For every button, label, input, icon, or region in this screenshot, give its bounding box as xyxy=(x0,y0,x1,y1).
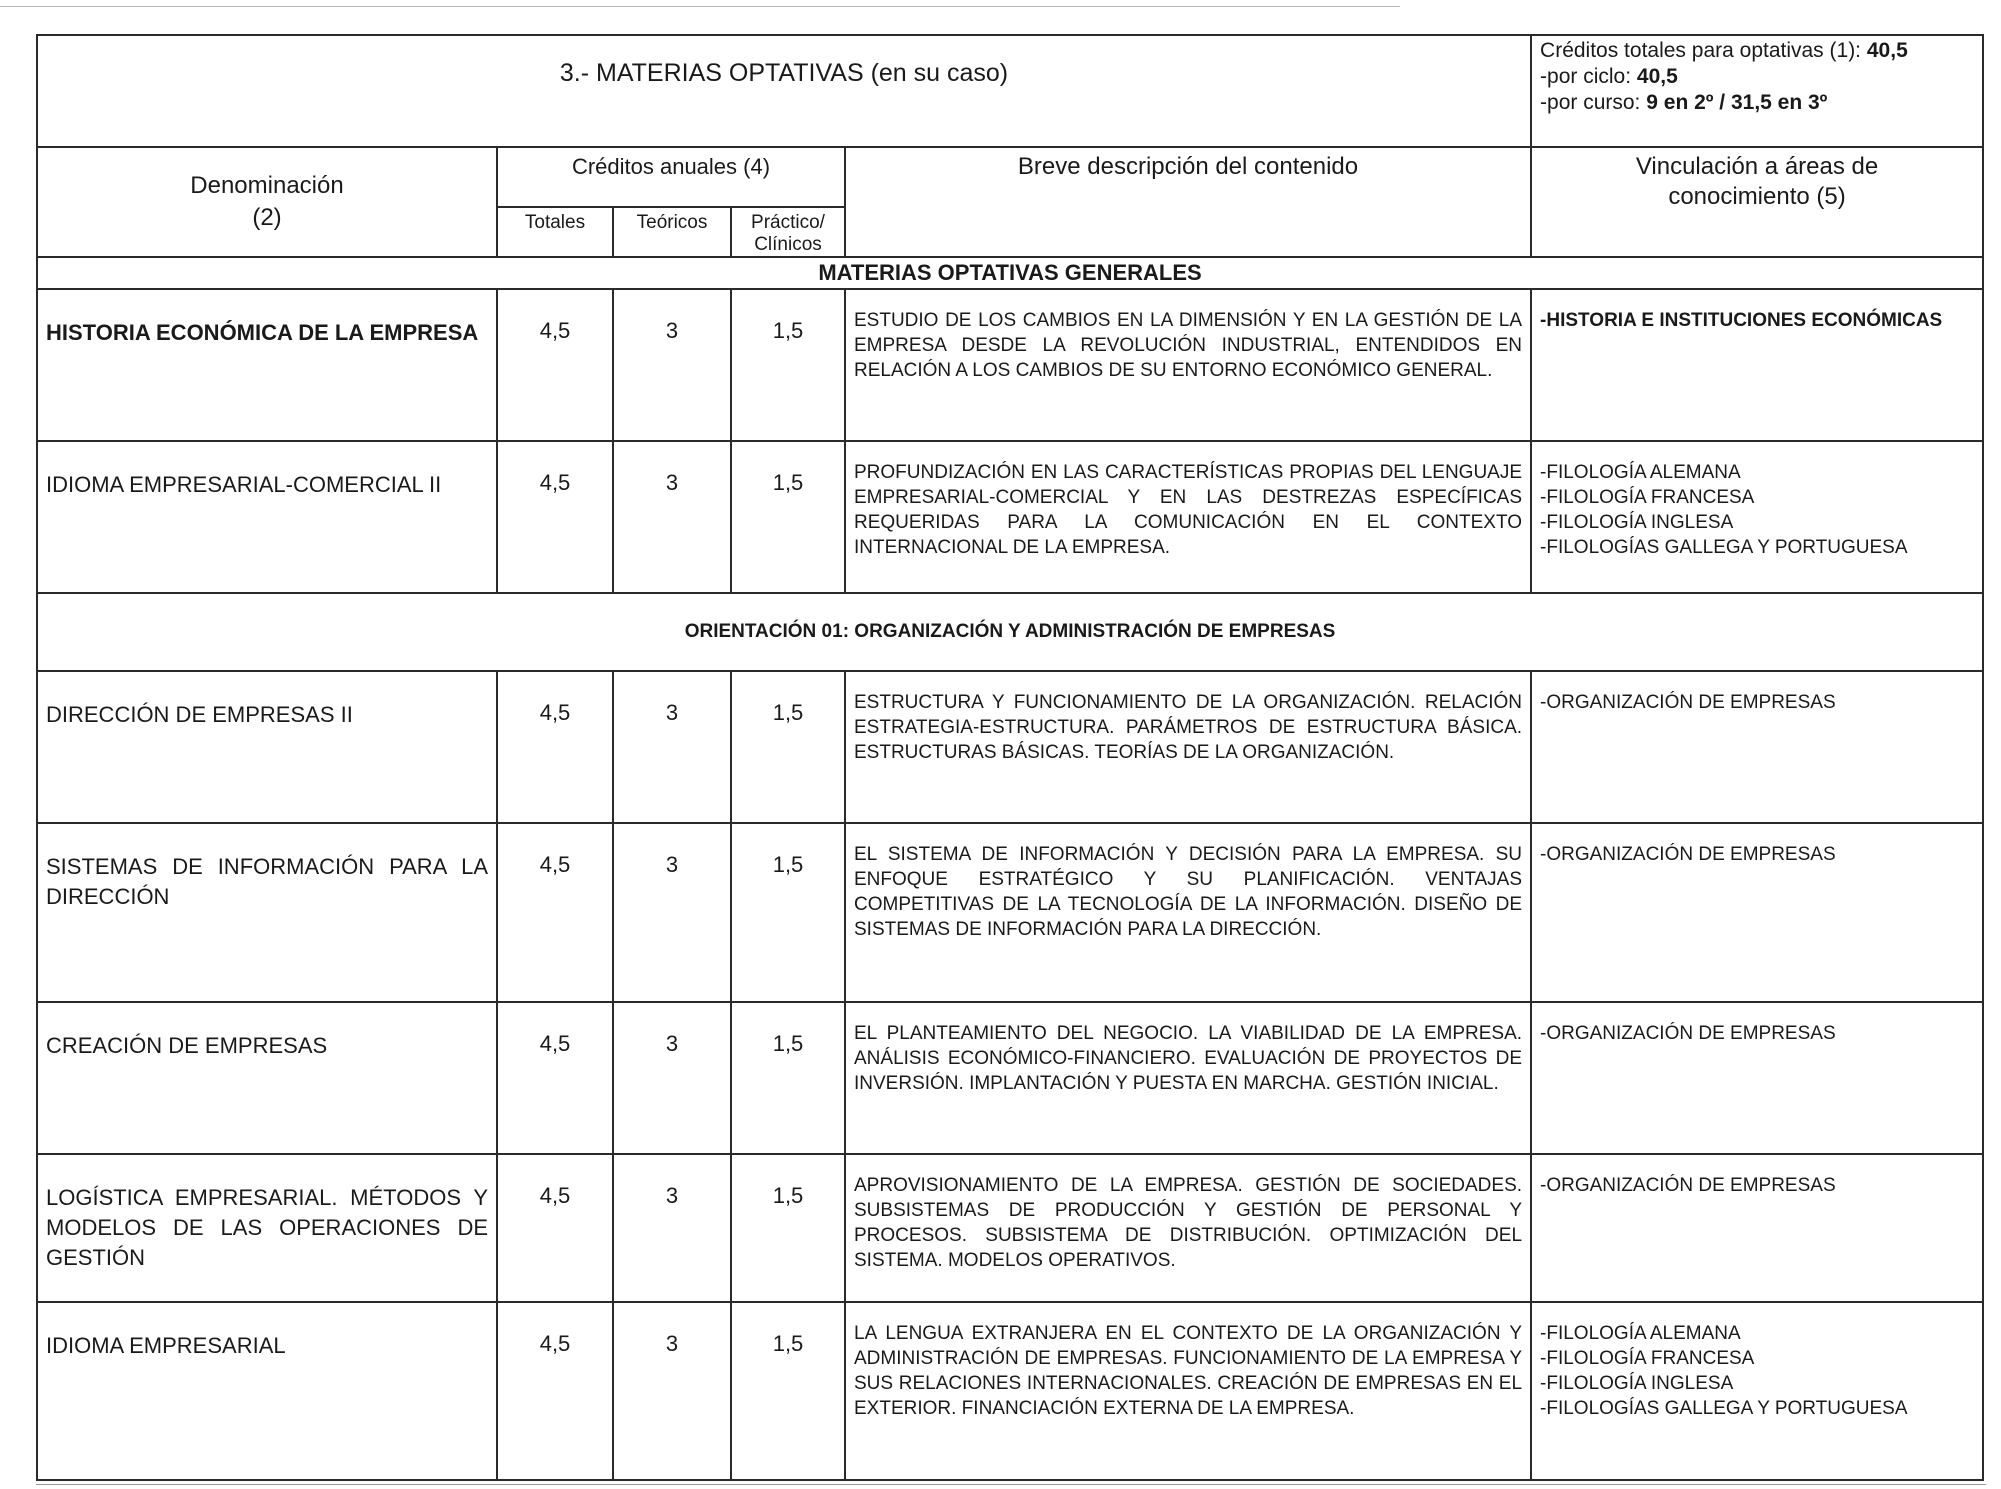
table-row xyxy=(37,1302,1983,1480)
header-row xyxy=(37,35,1983,147)
credits-teoricos: 3 xyxy=(613,1302,731,1480)
col-practicos: Práctico/ Clínicos xyxy=(731,207,845,257)
col-teoricos: Teóricos xyxy=(613,207,731,257)
subject-name: IDIOMA EMPRESARIAL-COMERCIAL II xyxy=(37,441,497,593)
table-row xyxy=(37,441,1983,593)
knowledge-areas xyxy=(1531,1002,1983,1154)
area-item: -FILOLOGÍAS GALLEGA Y PORTUGUESA xyxy=(1540,537,1908,559)
col-vinculacion: Vinculación a áreas de conocimiento (5) xyxy=(1531,147,1983,257)
subject-description: APROVISIONAMIENTO DE LA EMPRESA. GESTIÓN DE SOCIEDADES. SUBSISTEMAS DE PRODUCCIÓN Y GESTIÓN DE PERSONAL Y PROCESOS. SUBSISTEMA DE DISTRIBUCIÓN. OPTIMIZACIÓN DEL SISTEMA. MODELOS OPERATIVOS. xyxy=(845,1154,1531,1302)
credits-teoricos: 3 xyxy=(613,823,731,1001)
subject-name: HISTORIA ECONÓMICA DE LA EMPRESA xyxy=(37,289,497,441)
table-row xyxy=(37,289,1983,441)
page-title: 3.- MATERIAS OPTATIVAS (en su caso) xyxy=(37,35,1531,147)
section-row xyxy=(37,257,1983,289)
top-rule xyxy=(0,6,1400,7)
col-descripcion: Breve descripción del contenido xyxy=(845,147,1531,257)
credits-totales: 4,5 xyxy=(497,671,613,823)
knowledge-areas xyxy=(1531,441,1983,593)
subject-name: SISTEMAS DE INFORMACIÓN PARA LA DIRECCIÓN xyxy=(37,823,497,1001)
table-row xyxy=(37,823,1983,1001)
subject-description: LA LENGUA EXTRANJERA EN EL CONTEXTO DE LA ORGANIZACIÓN Y ADMINISTRACIÓN DE EMPRESAS. FUNCIONAMIENTO DE LA EMPRESA Y SUS RELACIONES INTERNACIONALES. CREACIÓN DE EMPRESAS EN EL EXTERIOR. FINANCIACIÓN EXTERNA DE LA EMPRESA. xyxy=(845,1302,1531,1480)
section-orientacion-01: ORIENTACIÓN 01: ORGANIZACIÓN Y ADMINISTRACIÓN DE EMPRESAS xyxy=(37,593,1983,671)
subject-name: CREACIÓN DE EMPRESAS xyxy=(37,1002,497,1154)
section-generales: MATERIAS OPTATIVAS GENERALES xyxy=(37,257,1983,289)
credits-teoricos: 3 xyxy=(613,671,731,823)
subject-name: DIRECCIÓN DE EMPRESAS II xyxy=(37,671,497,823)
subject-name: LOGÍSTICA EMPRESARIAL. MÉTODOS Y MODELOS DE LAS OPERACIONES DE GESTIÓN xyxy=(37,1154,497,1302)
subject-description: EL PLANTEAMIENTO DEL NEGOCIO. LA VIABILIDAD DE LA EMPRESA. ANÁLISIS ECONÓMICO-FINANCIERO. EVALUACIÓN DE PROYECTOS DE INVERSIÓN. IMPLANTACIÓN Y PUESTA EN MARCHA. GESTIÓN INICIAL. xyxy=(845,1002,1531,1154)
credits-totales: 4,5 xyxy=(497,1302,613,1480)
area-item: -ORGANIZACIÓN DE EMPRESAS xyxy=(1540,692,1836,714)
area-item: -FILOLOGÍA FRANCESA xyxy=(1540,487,1755,509)
credits-teoricos: 3 xyxy=(613,1154,731,1302)
credits-teoricos: 3 xyxy=(613,441,731,593)
section-row xyxy=(37,593,1983,671)
subject-description: ESTRUCTURA Y FUNCIONAMIENTO DE LA ORGANIZACIÓN. RELACIÓN ESTRATEGIA-ESTRUCTURA. PARÁMETROS DE ESTRUCTURA BÁSICA. ESTRUCTURAS BÁSICAS. TEORÍAS DE LA ORGANIZACIÓN. xyxy=(845,671,1531,823)
credits-totales: 4,5 xyxy=(497,441,613,593)
credits-practicos: 1,5 xyxy=(731,1302,845,1480)
table-row xyxy=(37,1002,1983,1154)
area-item: -ORGANIZACIÓN DE EMPRESAS xyxy=(1540,1174,1836,1196)
area-item: -FILOLOGÍA ALEMANA xyxy=(1540,462,1741,484)
col-creditos-anuales: Créditos anuales (4) xyxy=(497,147,845,207)
col-totales: Totales xyxy=(497,207,613,257)
credits-practicos: 1,5 xyxy=(731,1002,845,1154)
area-item: -FILOLOGÍAS GALLEGA Y PORTUGUESA xyxy=(1540,1397,1908,1419)
knowledge-areas xyxy=(1531,671,1983,823)
table-row xyxy=(37,671,1983,823)
area-item: -FILOLOGÍA INGLESA xyxy=(1540,1372,1734,1394)
credits-teoricos: 3 xyxy=(613,289,731,441)
area-item: -HISTORIA E INSTITUCIONES ECONÓMICAS xyxy=(1540,310,1943,332)
credits-practicos: 1,5 xyxy=(731,671,845,823)
area-item: -FILOLOGÍA INGLESA xyxy=(1540,512,1734,534)
credits-practicos: 1,5 xyxy=(731,823,845,1001)
area-item: -ORGANIZACIÓN DE EMPRESAS xyxy=(1540,1022,1836,1044)
col-denominacion: Denominación (2) xyxy=(37,147,497,257)
knowledge-areas xyxy=(1531,1154,1983,1302)
credits-totales: 4,5 xyxy=(497,289,613,441)
subject-description: PROFUNDIZACIÓN EN LAS CARACTERÍSTICAS PROPIAS DEL LENGUAJE EMPRESARIAL-COMERCIAL Y EN LAS DESTREZAS ESPECÍFICAS REQUERIDAS PARA LA COMUNICACIÓN EN EL CONTEXTO INTERNACIONAL DE LA EMPRESA. xyxy=(845,441,1531,593)
credits-teoricos: 3 xyxy=(613,1002,731,1154)
knowledge-areas xyxy=(1531,823,1983,1001)
credits-totales: 4,5 xyxy=(497,1154,613,1302)
table-row xyxy=(37,1154,1983,1302)
credits-practicos: 1,5 xyxy=(731,1154,845,1302)
area-item: -FILOLOGÍA FRANCESA xyxy=(1540,1347,1755,1369)
area-item: -FILOLOGÍA ALEMANA xyxy=(1540,1322,1741,1344)
materias-optativas-table xyxy=(36,34,1984,1481)
credits-summary: Créditos totales para optativas (1): 40,5 -por ciclo: 40,5 -por curso: 9 en 2º / 31,5 en 3º xyxy=(1531,35,1983,147)
bottom-rule xyxy=(36,1484,1986,1485)
column-header-row xyxy=(37,147,1983,207)
credits-totales: 4,5 xyxy=(497,1002,613,1154)
credits-practicos: 1,5 xyxy=(731,289,845,441)
subject-description: ESTUDIO DE LOS CAMBIOS EN LA DIMENSIÓN Y EN LA GESTIÓN DE LA EMPRESA DESDE LA REVOLUCIÓN INDUSTRIAL, ENTENDIDOS EN RELACIÓN A LOS CAMBIOS DE SU ENTORNO ECONÓMICO GENERAL. xyxy=(845,289,1531,441)
area-item: -ORGANIZACIÓN DE EMPRESAS xyxy=(1540,844,1836,866)
knowledge-areas xyxy=(1531,1302,1983,1480)
credits-totales: 4,5 xyxy=(497,823,613,1001)
knowledge-areas xyxy=(1531,289,1983,441)
credits-practicos: 1,5 xyxy=(731,441,845,593)
subject-description: EL SISTEMA DE INFORMACIÓN Y DECISIÓN PARA LA EMPRESA. SU ENFOQUE ESTRATÉGICO Y SU PLANIFICACIÓN. VENTAJAS COMPETITIVAS DE LA TECNOLOGÍA DE LA INFORMACIÓN. DISEÑO DE SISTEMAS DE INFORMACIÓN PARA LA DIRECCIÓN. xyxy=(845,823,1531,1001)
subject-name: IDIOMA EMPRESARIAL xyxy=(37,1302,497,1480)
